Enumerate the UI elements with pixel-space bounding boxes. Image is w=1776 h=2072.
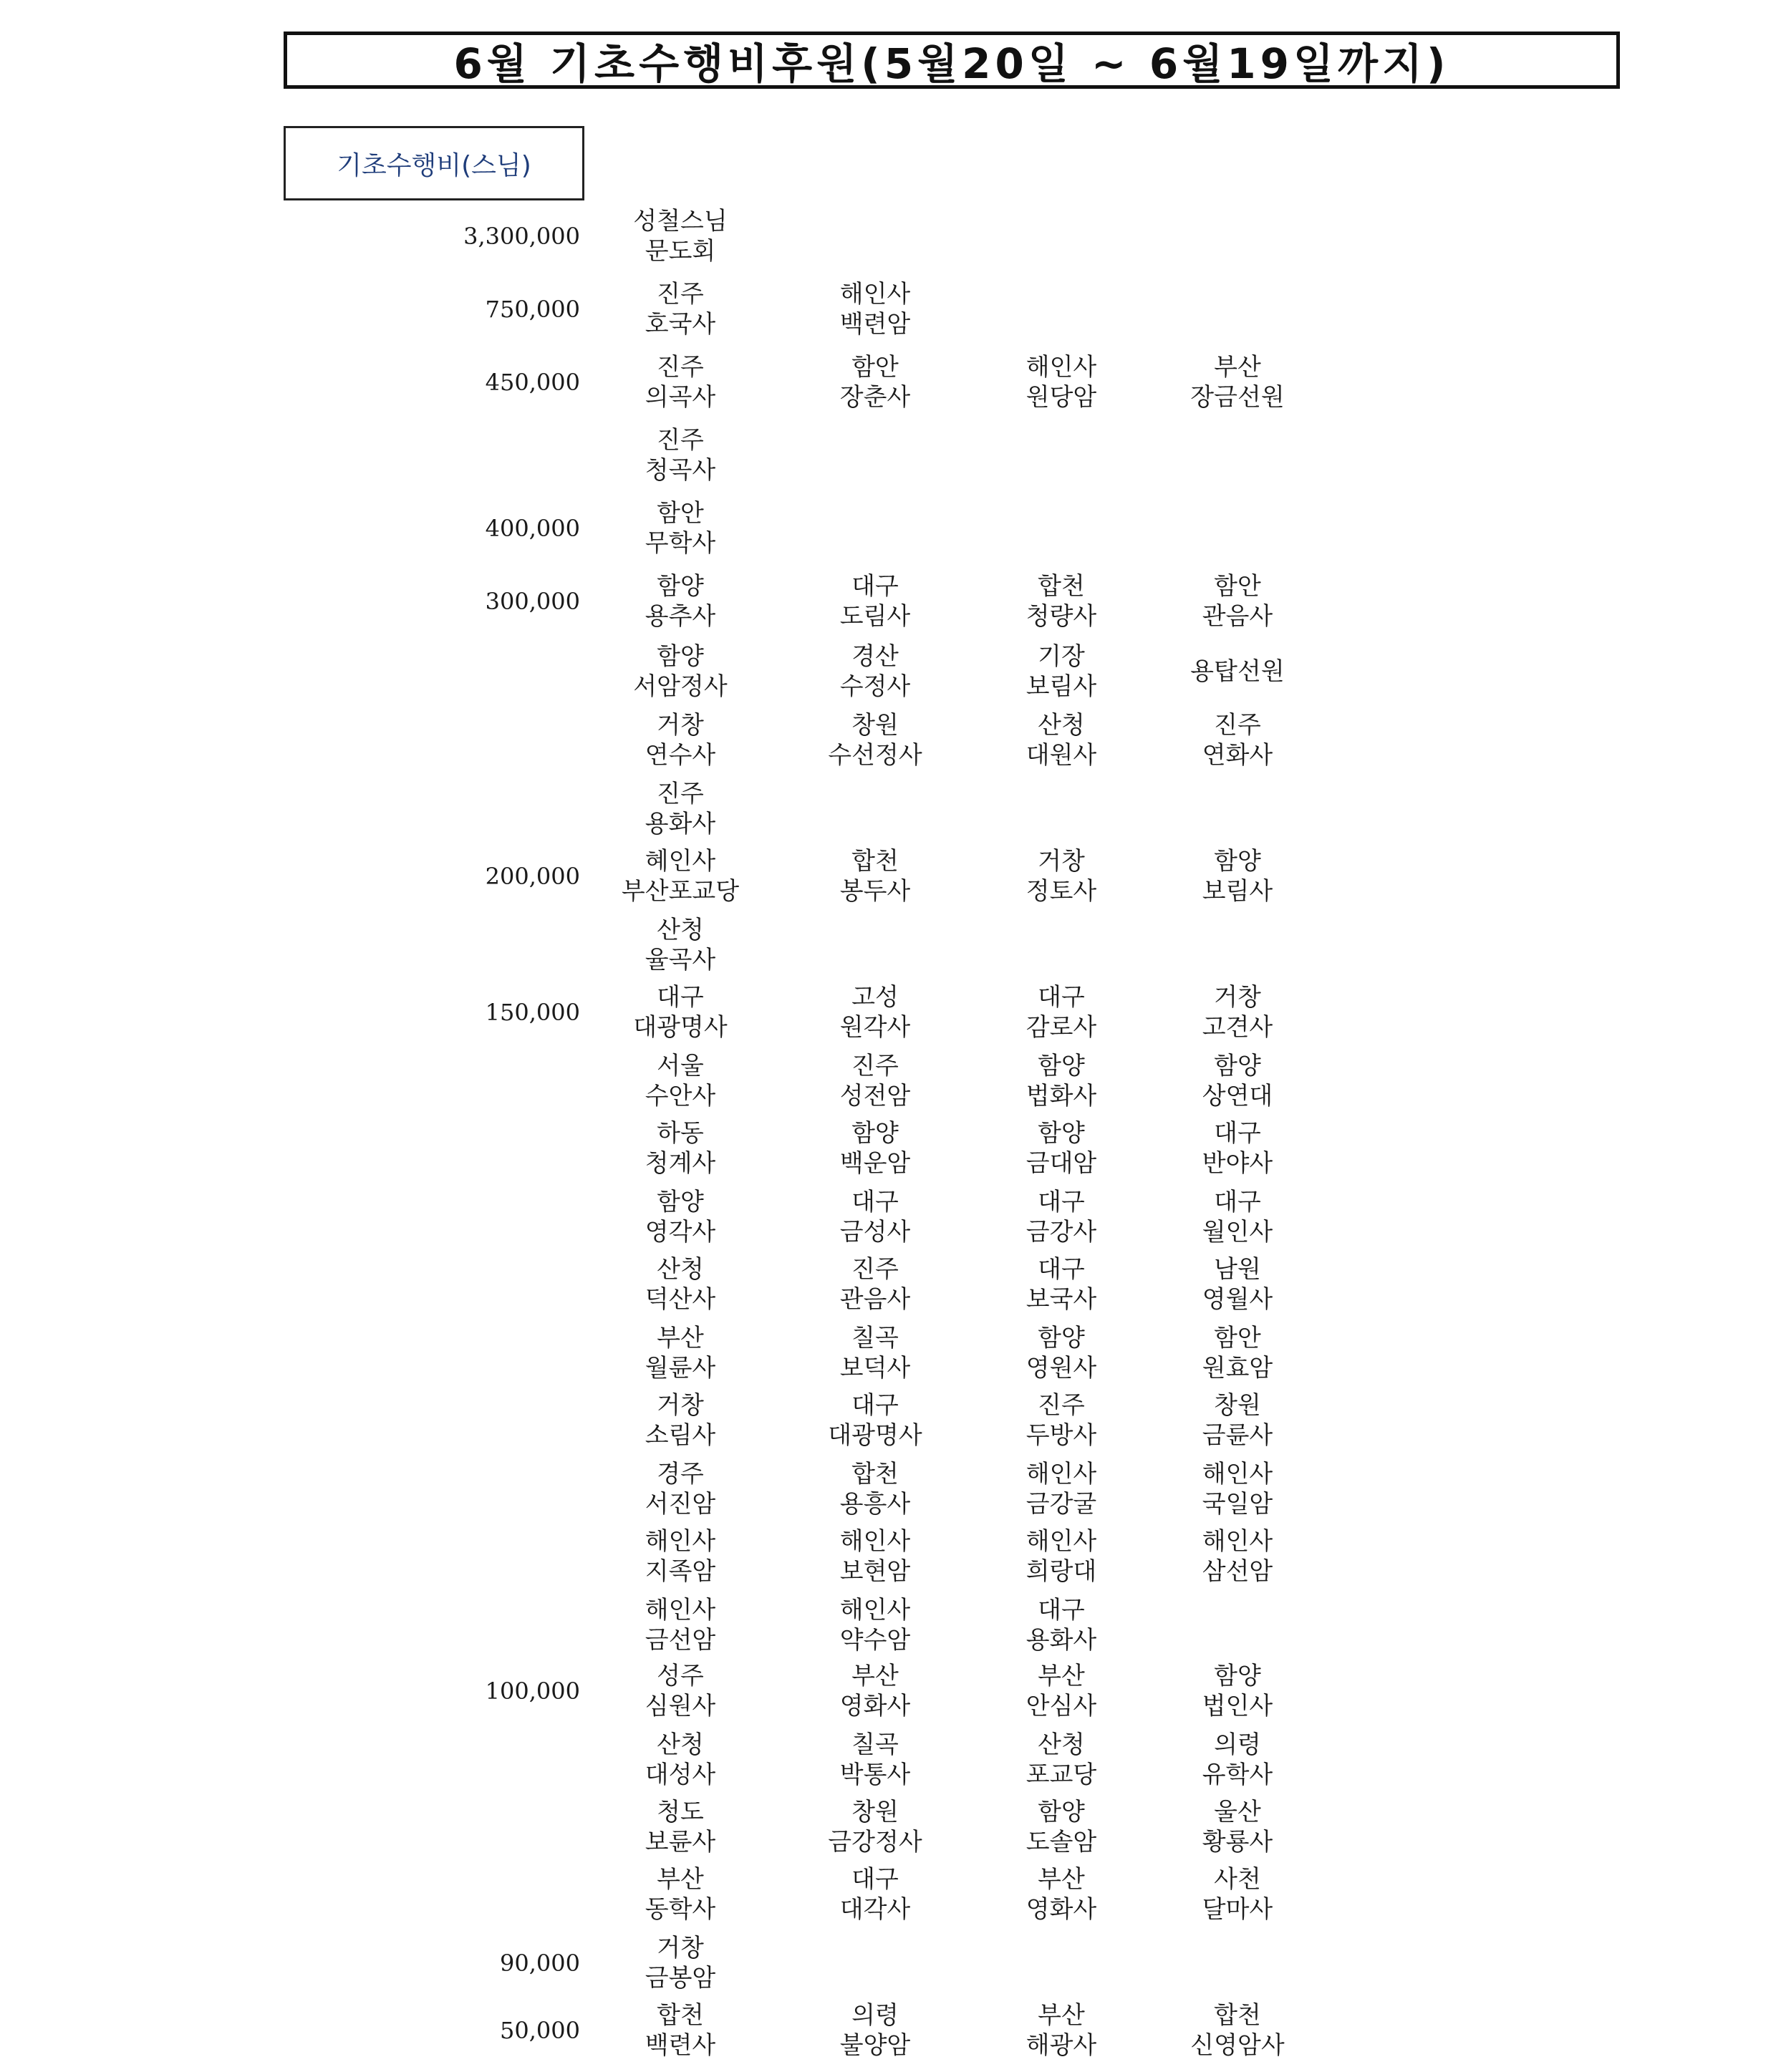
temple-region: 산청	[657, 1255, 704, 1284]
temple-name: 상연대	[1202, 1082, 1273, 1110]
temple-entry	[573, 642, 788, 702]
temple-entry	[573, 498, 788, 558]
temple-region: 칠곡	[851, 1324, 899, 1352]
amount-label: 300,000	[485, 588, 580, 615]
temple-region: 대구	[657, 983, 704, 1012]
temple-name: 용화사	[645, 810, 716, 838]
temple-name: 소림사	[645, 1421, 716, 1450]
temple-name: 박통사	[839, 1761, 911, 1789]
temple-entry	[768, 1118, 983, 1178]
temple-name: 월인사	[1202, 1218, 1273, 1246]
temple-region: 합천	[657, 2001, 704, 2030]
temple-name: 도솔암	[1025, 1828, 1097, 1856]
temple-region: 함양	[1214, 847, 1261, 876]
temple-entry	[573, 206, 788, 266]
temple-region: 대구	[1214, 1119, 1261, 1148]
temple-name: 연화사	[1202, 741, 1273, 770]
temple-name: 불양암	[839, 2031, 911, 2060]
temple-entry	[768, 1730, 983, 1790]
temple-name: 호국사	[645, 310, 716, 339]
temple-name: 보림사	[1025, 672, 1097, 701]
amount-label: 50,000	[500, 2017, 580, 2044]
temple-name: 유학사	[1202, 1761, 1273, 1789]
temple-name: 수안사	[645, 1082, 716, 1110]
temple-region: 사천	[1214, 1865, 1261, 1894]
temple-region: 진주	[851, 1052, 899, 1080]
temple-name: 반야사	[1202, 1149, 1273, 1178]
temple-region: 진주	[1038, 1391, 1085, 1420]
temple-region: 함양	[657, 1188, 704, 1216]
temple-region: 진주	[657, 280, 704, 309]
temple-entry	[768, 1459, 983, 1519]
temple-name: 보륜사	[645, 1828, 716, 1856]
temple-name: 법인사	[1202, 1692, 1273, 1720]
temple-name: 정토사	[1025, 877, 1097, 906]
amount-label: 750,000	[485, 296, 580, 323]
temple-name: 장금선원	[1190, 383, 1285, 412]
temple-name: 금봉암	[645, 1964, 716, 1993]
temple-region: 진주	[657, 353, 704, 382]
temple-region: 진주	[657, 426, 704, 455]
temple-region: 청도	[657, 1798, 704, 1826]
temple-region: 부산	[1214, 353, 1261, 382]
temple-name: 청계사	[645, 1149, 716, 1178]
temple-region: 부산	[1038, 1662, 1085, 1690]
temple-entry	[1130, 657, 1345, 687]
temple-region: 부산	[851, 1662, 899, 1690]
temple-entry	[768, 1323, 983, 1383]
temple-entry	[768, 1595, 983, 1655]
temple-name: 용탑선원	[1190, 657, 1285, 686]
temple-entry	[768, 1661, 983, 1721]
temple-entry	[573, 846, 788, 906]
temple-region: 고성	[851, 983, 899, 1012]
temple-name: 대광명사	[828, 1421, 922, 1450]
temple-entry	[573, 2000, 788, 2061]
temple-name: 금강사	[1025, 1218, 1097, 1246]
temple-entry	[573, 1797, 788, 1857]
temple-region: 부산	[1038, 2001, 1085, 2030]
amount-label: 400,000	[485, 515, 580, 542]
temple-entry	[573, 571, 788, 631]
temple-name: 영각사	[645, 1218, 716, 1246]
temple-name: 문도회	[645, 237, 716, 266]
temple-name: 의곡사	[645, 383, 716, 412]
temple-name: 금선암	[645, 1626, 716, 1655]
temple-name: 금성사	[839, 1218, 911, 1246]
temple-name: 청량사	[1025, 602, 1097, 631]
temple-entry	[768, 642, 983, 702]
temple-entry	[768, 571, 983, 631]
temple-name: 백운암	[839, 1149, 911, 1178]
temple-name: 덕산사	[645, 1285, 716, 1314]
temple-region: 대구	[1038, 983, 1085, 1012]
temple-region: 성철스님	[633, 207, 728, 236]
temple-name: 성전암	[839, 1082, 911, 1110]
temple-name: 관음사	[839, 1285, 911, 1314]
temple-name: 영화사	[1025, 1895, 1097, 1924]
temple-region: 창원	[851, 711, 899, 740]
temple-region: 울산	[1214, 1798, 1261, 1826]
temple-name: 대성사	[645, 1761, 716, 1789]
temple-region: 합천	[1214, 2001, 1261, 2030]
temple-entry	[573, 1187, 788, 1247]
temple-entry	[573, 1595, 788, 1655]
temple-name: 도림사	[839, 602, 911, 631]
amount-label: 3,300,000	[463, 223, 580, 250]
temple-name: 수정사	[839, 672, 911, 701]
temple-name: 서암정사	[633, 672, 728, 701]
temple-region: 대구	[1038, 1255, 1085, 1284]
temple-name: 부산포교당	[621, 877, 740, 906]
temple-region: 합천	[851, 847, 899, 876]
temple-region: 산청	[1038, 711, 1085, 740]
temple-entry	[573, 779, 788, 839]
temple-entry	[768, 2000, 983, 2061]
temple-name: 약수암	[839, 1626, 911, 1655]
temple-entry	[768, 352, 983, 412]
temple-region: 거창	[657, 1391, 704, 1420]
temple-entry	[768, 1187, 983, 1247]
temple-entry	[573, 1390, 788, 1451]
temple-region: 함안	[1214, 572, 1261, 601]
temple-entry	[768, 982, 983, 1042]
temple-name: 원당암	[1025, 383, 1097, 412]
temple-entry	[1130, 1118, 1345, 1178]
temple-region: 함양	[657, 642, 704, 671]
temple-name: 심원사	[645, 1692, 716, 1720]
temple-region: 함안	[1214, 1324, 1261, 1352]
temple-region: 서울	[657, 1052, 704, 1080]
temple-region: 진주	[1214, 711, 1261, 740]
temple-entry	[573, 425, 788, 485]
temple-name: 원각사	[839, 1013, 911, 1042]
temple-name: 희랑대	[1025, 1557, 1097, 1586]
temple-region: 거창	[1038, 847, 1085, 876]
temple-region: 함양	[1038, 1324, 1085, 1352]
temple-region: 해인사	[839, 280, 911, 309]
temple-name: 두방사	[1025, 1421, 1097, 1450]
temple-entry	[1130, 1730, 1345, 1790]
temple-region: 거창	[1214, 983, 1261, 1012]
temple-region: 부산	[657, 1865, 704, 1894]
temple-entry	[768, 1864, 983, 1925]
temple-region: 대구	[1038, 1596, 1085, 1625]
section-label: 기초수행비(스님)	[284, 126, 584, 200]
temple-name: 보국사	[1025, 1285, 1097, 1314]
temple-name: 감로사	[1025, 1013, 1097, 1042]
temple-region: 성주	[657, 1662, 704, 1690]
temple-entry	[573, 1864, 788, 1925]
temple-region: 함양	[1038, 1798, 1085, 1826]
temple-name: 청곡사	[645, 456, 716, 485]
temple-region: 해인사	[1202, 1460, 1273, 1488]
temple-region: 해인사	[1202, 1527, 1273, 1556]
temple-name: 포교당	[1025, 1761, 1097, 1789]
temple-region: 해인사	[1025, 1527, 1097, 1556]
temple-region: 의령	[851, 2001, 899, 2030]
temple-region: 대구	[851, 1188, 899, 1216]
temple-region: 거창	[657, 1934, 704, 1962]
temple-entry	[1130, 710, 1345, 770]
temple-region: 부산	[657, 1324, 704, 1352]
temple-entry	[1130, 1661, 1345, 1721]
temple-name: 금강정사	[828, 1828, 922, 1856]
temple-entry	[1130, 571, 1345, 631]
temple-region: 남원	[1214, 1255, 1261, 1284]
temple-entry	[1130, 846, 1345, 906]
temple-region: 산청	[1038, 1730, 1085, 1759]
page-title: 6월 기초수행비후원(5월20일 ~ 6월19일까지)	[284, 32, 1620, 89]
temple-entry	[573, 1323, 788, 1383]
temple-region: 창원	[851, 1798, 899, 1826]
temple-name: 대각사	[839, 1895, 911, 1924]
temple-entry	[573, 352, 788, 412]
temple-name: 지족암	[645, 1557, 716, 1586]
temple-region: 경산	[851, 642, 899, 671]
temple-name: 율곡사	[645, 946, 716, 974]
temple-name: 고견사	[1202, 1013, 1273, 1042]
temple-entry	[1130, 1390, 1345, 1451]
temple-name: 무학사	[645, 529, 716, 558]
temple-region: 대구	[851, 572, 899, 601]
temple-region: 칠곡	[851, 1730, 899, 1759]
temple-name: 연수사	[645, 741, 716, 770]
temple-region: 함양	[1214, 1052, 1261, 1080]
temple-name: 금강굴	[1025, 1490, 1097, 1519]
temple-entry	[768, 846, 983, 906]
temple-name: 금륜사	[1202, 1421, 1273, 1450]
temple-name: 안심사	[1025, 1692, 1097, 1720]
temple-name: 영월사	[1202, 1285, 1273, 1314]
temple-name: 원효암	[1202, 1354, 1273, 1383]
temple-region: 대구	[1038, 1188, 1085, 1216]
temple-entry	[1130, 1526, 1345, 1587]
temple-region: 해인사	[1025, 353, 1097, 382]
temple-region: 해인사	[839, 1527, 911, 1556]
temple-name: 서진암	[645, 1490, 716, 1519]
temple-entry	[768, 279, 983, 339]
temple-name: 수선정사	[828, 741, 922, 770]
temple-entry	[573, 1730, 788, 1790]
temple-region: 경주	[657, 1460, 704, 1488]
temple-entry	[1130, 2000, 1345, 2061]
temple-entry	[573, 1526, 788, 1587]
amount-label: 450,000	[485, 369, 580, 396]
temple-entry	[573, 1459, 788, 1519]
temple-entry	[573, 279, 788, 339]
temple-entry	[1130, 982, 1345, 1042]
temple-entry	[1130, 1051, 1345, 1111]
temple-name: 삼선암	[1202, 1557, 1273, 1586]
amount-label: 90,000	[500, 1950, 580, 1977]
temple-entry	[573, 1933, 788, 1993]
temple-name: 관음사	[1202, 602, 1273, 631]
temple-entry	[768, 1051, 983, 1111]
temple-region: 의령	[1214, 1730, 1261, 1759]
temple-name: 해광사	[1025, 2031, 1097, 2060]
temple-region: 창원	[1214, 1391, 1261, 1420]
temple-entry	[573, 1254, 788, 1315]
temple-region: 기장	[1038, 642, 1085, 671]
temple-entry	[1130, 1254, 1345, 1315]
amount-label: 150,000	[485, 999, 580, 1026]
temple-region: 산청	[657, 1730, 704, 1759]
temple-name: 대광명사	[633, 1013, 728, 1042]
temple-name: 용흥사	[839, 1490, 911, 1519]
temple-name: 달마사	[1202, 1895, 1273, 1924]
temple-entry	[1130, 1797, 1345, 1857]
temple-region: 부산	[1038, 1865, 1085, 1894]
amount-label: 200,000	[485, 863, 580, 890]
temple-entry	[573, 710, 788, 770]
temple-name: 보덕사	[839, 1354, 911, 1383]
temple-entry	[1130, 1864, 1345, 1925]
temple-entry	[573, 1051, 788, 1111]
temple-region: 함양	[1038, 1052, 1085, 1080]
temple-region: 해인사	[645, 1596, 716, 1625]
temple-name: 용화사	[1025, 1626, 1097, 1655]
temple-name: 대원사	[1025, 741, 1097, 770]
temple-entry	[1130, 1187, 1345, 1247]
temple-entry	[954, 1595, 1169, 1655]
temple-name: 영원사	[1025, 1354, 1097, 1383]
temple-region: 함안	[657, 499, 704, 528]
temple-region: 혜인사	[645, 847, 716, 876]
temple-region: 해인사	[645, 1527, 716, 1556]
temple-name: 동학사	[645, 1895, 716, 1924]
temple-region: 함양	[851, 1119, 899, 1148]
temple-region: 함양	[657, 572, 704, 601]
temple-name: 월륜사	[645, 1354, 716, 1383]
temple-name: 금대암	[1025, 1149, 1097, 1178]
temple-name: 보현암	[839, 1557, 911, 1586]
temple-region: 거창	[657, 711, 704, 740]
temple-entry	[573, 982, 788, 1042]
temple-region: 합천	[1038, 572, 1085, 601]
temple-region: 해인사	[839, 1596, 911, 1625]
temple-name: 국일암	[1202, 1490, 1273, 1519]
temple-name: 백련암	[839, 310, 911, 339]
temple-region: 함양	[1214, 1662, 1261, 1690]
temple-name: 백련사	[645, 2031, 716, 2060]
temple-region: 해인사	[1025, 1460, 1097, 1488]
temple-name: 신영암사	[1190, 2031, 1285, 2060]
temple-region: 하동	[657, 1119, 704, 1148]
temple-entry	[768, 710, 983, 770]
temple-region: 대구	[851, 1391, 899, 1420]
temple-name: 장춘사	[839, 383, 911, 412]
temple-entry	[768, 1797, 983, 1857]
temple-entry	[1130, 1323, 1345, 1383]
temple-region: 대구	[1214, 1188, 1261, 1216]
temple-entry	[573, 1661, 788, 1721]
temple-region: 산청	[657, 916, 704, 944]
temple-name: 용추사	[645, 602, 716, 631]
temple-region: 함양	[1038, 1119, 1085, 1148]
temple-name: 영화사	[839, 1692, 911, 1720]
temple-name: 법화사	[1025, 1082, 1097, 1110]
temple-entry	[573, 915, 788, 975]
temple-entry	[768, 1526, 983, 1587]
temple-name: 보림사	[1202, 877, 1273, 906]
temple-entry	[1130, 1459, 1345, 1519]
temple-region: 합천	[851, 1460, 899, 1488]
temple-entry	[768, 1254, 983, 1315]
temple-name: 봉두사	[839, 877, 911, 906]
temple-region: 함안	[851, 353, 899, 382]
temple-region: 진주	[657, 780, 704, 808]
temple-region: 진주	[851, 1255, 899, 1284]
temple-region: 대구	[851, 1865, 899, 1894]
temple-entry	[573, 1118, 788, 1178]
temple-name: 황룡사	[1202, 1828, 1273, 1856]
temple-entry	[768, 1390, 983, 1451]
amount-label: 100,000	[485, 1678, 580, 1705]
temple-entry	[1130, 352, 1345, 412]
